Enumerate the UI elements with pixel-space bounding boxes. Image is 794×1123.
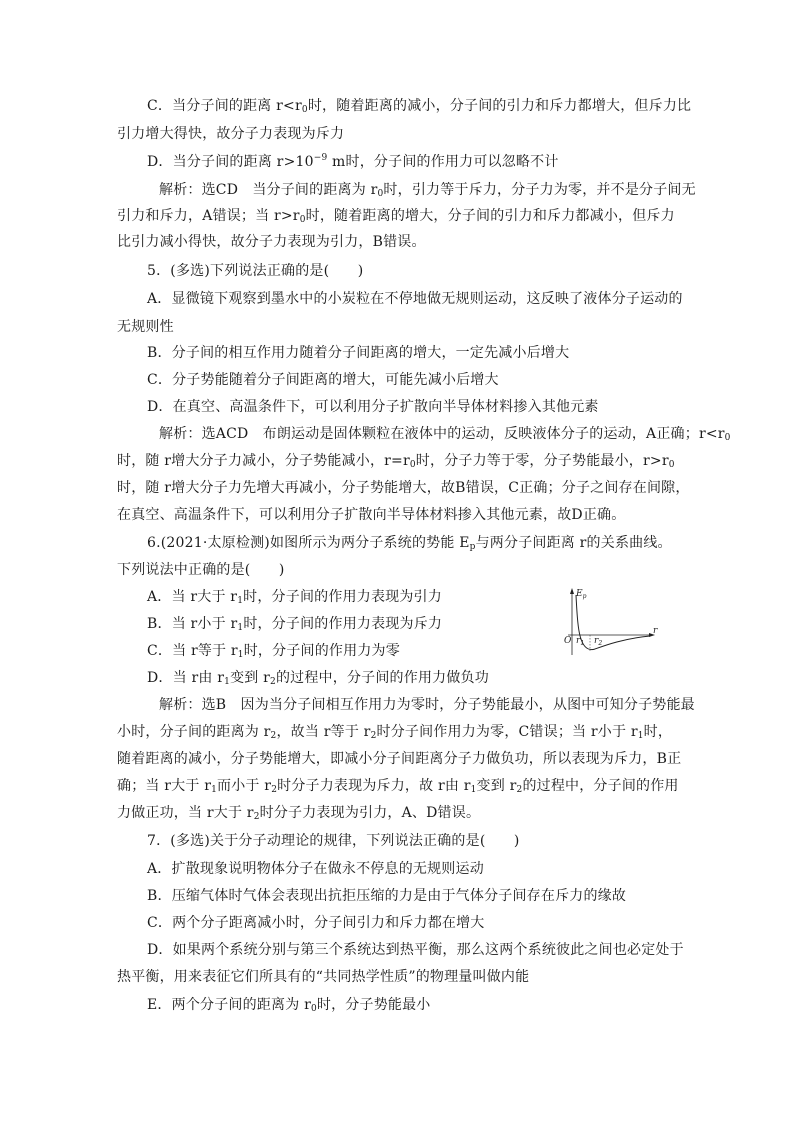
text-run: 5．(多选)下列说法正确的是( ) — [147, 263, 364, 279]
subscript: 0 — [668, 460, 675, 470]
text-run: 力做正功，当 r大于 r — [117, 805, 254, 821]
text-run: 时分子力表现为斥力，故 r由 r — [277, 778, 471, 794]
text-line — [117, 232, 426, 252]
text-run: 的过程中，分子间的作用 — [522, 778, 679, 794]
subscript: 1 — [237, 596, 244, 606]
text-line — [117, 451, 675, 471]
text-run: 下列说法中正确的是( ) — [117, 562, 285, 578]
text-run: D．当 r由 r — [147, 670, 225, 686]
text-run: C．当 r等于 r — [147, 643, 238, 659]
text-run: A．当 r大于 r — [147, 589, 238, 605]
text-line — [159, 695, 695, 715]
subscript: 0 — [310, 1004, 317, 1014]
text-run: 确；当 r大于 r — [117, 778, 212, 794]
text-line — [147, 289, 683, 309]
origin-label: O — [564, 636, 572, 646]
text-run: B．分子间的相互作用力随着分子间距离的增大，一定先减小后增大 — [147, 345, 570, 361]
subscript: 1 — [211, 785, 218, 795]
text-run: 时分子力表现为引力，A、D错误。 — [259, 805, 481, 821]
text-line — [117, 560, 285, 580]
text-run: 时，引力等于斥力，分子力为零，并不是分子间无 — [383, 182, 696, 198]
text-run: 热平衡，用来表征它们所具有的“共同热学性质”的物理量叫做内能 — [117, 969, 530, 985]
text-line — [159, 424, 731, 444]
text-line — [147, 343, 569, 363]
ep-axis-arrow — [570, 588, 574, 594]
r1-label: $r_1$ — [576, 636, 585, 647]
text-run: 引力和斥力，A错误；当 r>r — [117, 208, 300, 224]
text-line — [117, 967, 529, 987]
subscript: 0 — [377, 189, 384, 199]
text-line — [117, 803, 480, 823]
subscript: 1 — [237, 650, 244, 660]
text-run: D．如果两个系统分别与第三个系统达到热平衡，那么这两个系统彼此之间也必定处于 — [147, 942, 684, 958]
text-run: 变到 r — [230, 670, 271, 686]
text-run: 时，分子间的作用力表现为引力 — [243, 589, 442, 605]
text-run: 而小于 r — [217, 778, 272, 794]
text-line — [159, 180, 696, 200]
text-line — [117, 478, 690, 498]
text-run: m时，分子间的作用力可以忽略不计 — [327, 154, 559, 170]
text-run: 时，分子间的作用力为零 — [243, 643, 400, 659]
text-run: 在真空、高温条件下，可以利用分子扩散向半导体材料掺入其他元素，故D正确。 — [117, 507, 626, 523]
text-line — [147, 370, 499, 390]
potential-energy-figure — [560, 585, 664, 661]
text-run: 时，随 r增大分子力减小，分子势能减小，r=r — [117, 453, 410, 469]
text-run: 解析：选ACD 布朗运动是固体颗粒在液体中的运动，反映液体分子的运动，A正确；r<r — [159, 426, 725, 442]
text-run: A．扩散现象说明物体分子在做永不停息的无规则运动 — [147, 861, 484, 877]
text-run: 比引力减小得快，故分子力表现为引力，B错误。 — [117, 234, 426, 250]
text-line — [147, 614, 442, 634]
text-run: ，故当 r等于 r — [276, 724, 371, 740]
text-run: 变到 r — [476, 778, 517, 794]
subscript: 0 — [724, 433, 731, 443]
text-run: B．压缩气体时气体会表现出抗拒压缩的力是由于气体分子间存在斥力的缘故 — [147, 888, 627, 904]
text-run: 时，随 r增大分子力先增大再减小，分子势能增大，故B错误，C正确；分子之间存在间隙， — [117, 480, 690, 496]
subscript: p — [469, 542, 476, 552]
text-run: C．当分子间的距离 r<r — [147, 98, 302, 114]
text-line — [147, 397, 599, 417]
text-run: 时分子间作用力为零，C错误；当 r小于 r — [376, 724, 638, 740]
subscript: 2 — [370, 731, 377, 741]
ep-r-curve-graph — [560, 585, 664, 661]
text-line — [147, 261, 363, 281]
subscript: 0 — [301, 105, 308, 115]
text-run: A．显微镜下观察到墨水中的小炭粒在不停地做无规则运动，这反映了液体分子运动的 — [147, 291, 683, 307]
text-line — [147, 641, 400, 661]
text-run: E．两个分子间的距离为 r — [147, 997, 311, 1013]
text-run: 时，分子力等于零，分子势能最小，r>r — [415, 453, 669, 469]
text-run: D．在真空、高温条件下，可以利用分子扩散向半导体材料掺入其他元素 — [147, 399, 599, 415]
text-line — [147, 533, 672, 553]
text-line — [117, 317, 174, 337]
text-run: 时， — [643, 724, 673, 740]
subscript: 0 — [409, 460, 416, 470]
ep-curve — [576, 595, 650, 650]
text-run: 与两分子间距离 r的关系曲线。 — [475, 535, 672, 551]
text-run: 时，随着距离的减小，分子间的引力和斥力都增大，但斥力比 — [307, 98, 692, 114]
text-run: 小时，分子间的距离为 r — [117, 724, 271, 740]
text-line — [147, 859, 484, 879]
text-line — [147, 831, 520, 851]
subscript: 0 — [299, 215, 306, 225]
text-run: 无规则性 — [117, 319, 174, 335]
text-line — [117, 206, 675, 226]
text-run: C．两个分子距离减小时，分子间引力和斥力都在增大 — [147, 915, 485, 931]
text-run: B．当 r小于 r — [147, 616, 238, 632]
text-run: 时，分子间的作用力表现为斥力 — [243, 616, 443, 632]
text-line — [147, 152, 559, 172]
text-run: 解析：选B 因为当分子间相互作用力为零时，分子势能最小，从图中可知分子势能最 — [159, 697, 695, 713]
text-run: 7．(多选)关于分子动理论的规律，下列说法正确的是( ) — [147, 833, 520, 849]
text-line — [147, 995, 431, 1015]
r-axis-label: r — [653, 626, 658, 636]
text-line — [147, 96, 691, 116]
text-line — [147, 913, 485, 933]
text-run: 引力增大得快，故分子力表现为斥力 — [117, 126, 345, 142]
text-run: D．当分子间的距离 r>10 — [147, 154, 314, 170]
text-run: C．分子势能随着分子间距离的增大，可能先减小后增大 — [147, 372, 499, 388]
text-line — [147, 886, 626, 906]
subscript: 1 — [470, 785, 477, 795]
text-line — [117, 776, 679, 796]
subscript: 2 — [271, 785, 278, 795]
subscript: 2 — [270, 677, 276, 687]
text-run: 6.(2021·太原检测)如图所示为两分子系统的势能 E — [147, 535, 470, 551]
text-run: 的过程中，分子间的作用力做负功 — [275, 670, 489, 686]
subscript: 2 — [516, 785, 523, 795]
text-run: 随着距离的减小，分子势能增大，即减小分子间距离分子力做负功，所以表现为斥力，B正 — [117, 751, 682, 767]
text-line — [117, 505, 625, 525]
text-line — [117, 124, 344, 144]
text-line — [117, 749, 681, 769]
r2-label: $r_2$ — [594, 636, 603, 647]
text-run: 时，随着距离的增大，分子间的引力和斥力都减小，但斥力 — [305, 208, 675, 224]
text-line — [147, 940, 684, 960]
text-run: 解析：选CD 当分子间的距离为 r — [159, 182, 378, 198]
subscript: 1 — [237, 623, 244, 633]
text-line — [117, 722, 672, 742]
text-line — [147, 668, 489, 688]
text-line — [147, 587, 442, 607]
subscript: 2 — [270, 731, 277, 741]
subscript: 2 — [253, 812, 260, 822]
subscript: 1 — [637, 731, 644, 741]
superscript: −9 — [313, 153, 328, 163]
text-run: 时，分子势能最小 — [316, 997, 431, 1013]
ep-label: $E_p$ — [576, 589, 587, 600]
subscript: 1 — [224, 677, 231, 687]
